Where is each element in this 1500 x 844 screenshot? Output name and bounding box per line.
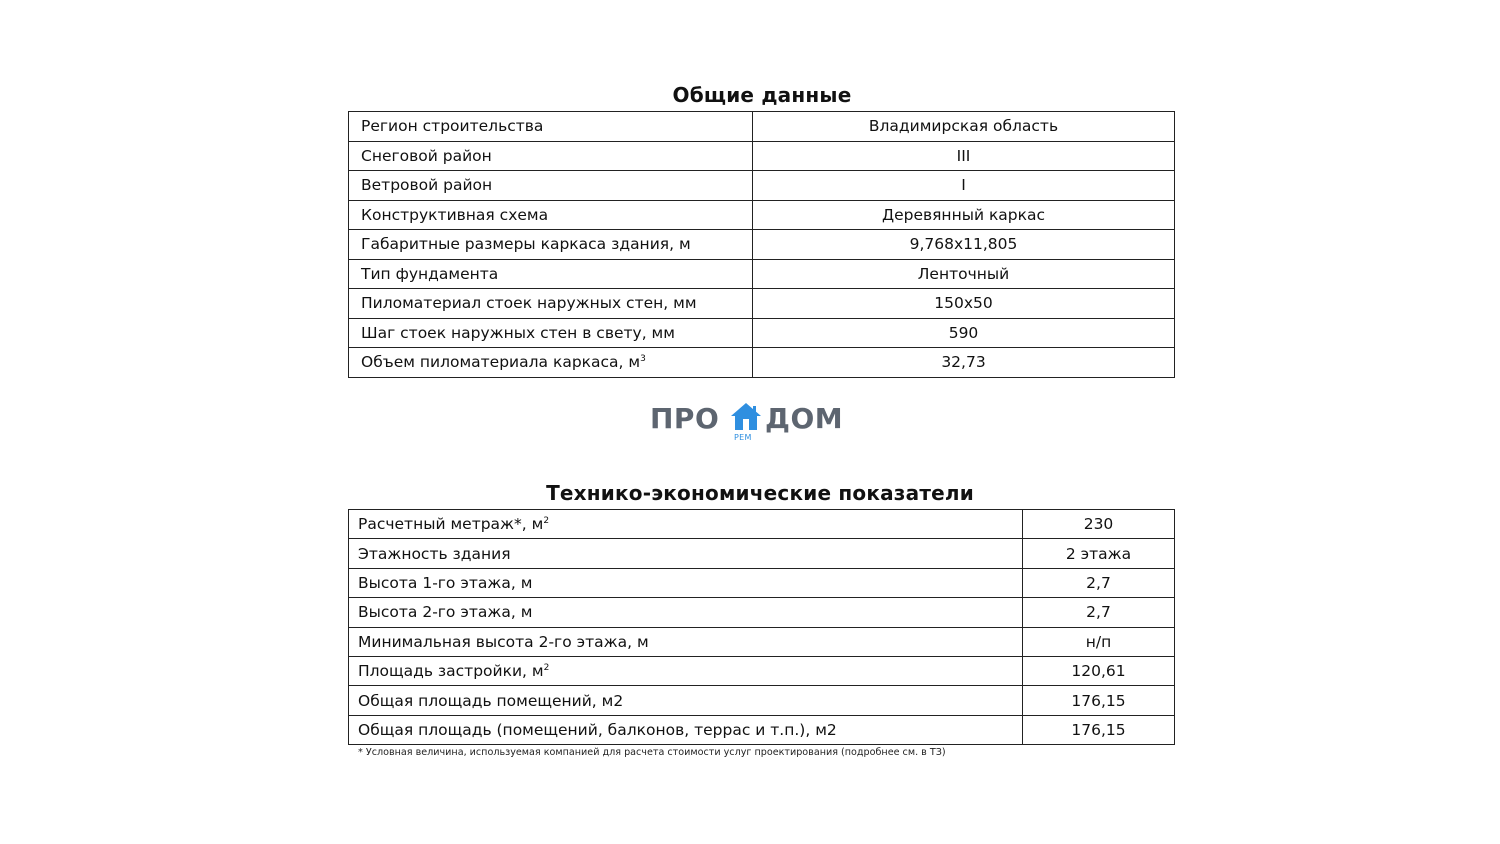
row-label: Площадь застройки, м: [358, 662, 544, 681]
row-value: 120,61: [1023, 656, 1175, 685]
table-row: [349, 259, 1175, 289]
row-value: Владимирская область: [753, 112, 1175, 142]
row-value: 2,7: [1023, 598, 1175, 627]
row-value: 32,73: [753, 348, 1175, 378]
row-value: 230: [1023, 510, 1175, 539]
row-value: 150x50: [753, 289, 1175, 319]
table-row: [349, 141, 1175, 171]
row-value: 2,7: [1023, 568, 1175, 597]
table-row: [349, 318, 1175, 348]
logo-text-left: ПРО: [650, 402, 720, 435]
general-data-table: [348, 111, 1175, 378]
table-row: [349, 598, 1175, 627]
row-label: Шаг стоек наружных стен в свету, мм: [349, 318, 753, 348]
footnote: * Условная величина, используемая компанией для расчета стоимости услуг проектирования (подробнее см. в ТЗ): [358, 747, 946, 758]
table-row: [349, 715, 1175, 744]
table-row: [349, 171, 1175, 201]
row-label: Регион строительства: [349, 112, 753, 142]
row-label: Ветровой район: [349, 171, 753, 201]
table-row: [349, 510, 1175, 539]
row-label: Минимальная высота 2-го этажа, м: [349, 627, 1023, 656]
row-label: Этажность здания: [349, 539, 1023, 568]
row-label: Конструктивная схема: [349, 200, 753, 230]
table-row: [349, 656, 1175, 685]
row-label: Снеговой район: [349, 141, 753, 171]
row-value: 176,15: [1023, 686, 1175, 715]
tech-indicators-title: Технико-экономические показатели: [546, 481, 974, 505]
table-row: [349, 568, 1175, 597]
row-value: 590: [753, 318, 1175, 348]
row-label: Общая площадь (помещений, балконов, террас и т.п.), м2: [349, 715, 1023, 744]
unit-superscript: 3: [640, 354, 646, 365]
table-row: [349, 627, 1175, 656]
row-label: Тип фундамента: [349, 259, 753, 289]
row-value: 176,15: [1023, 715, 1175, 744]
row-label-cell: [349, 348, 753, 378]
row-value: Деревянный каркас: [753, 200, 1175, 230]
logo-text-right: ДОМ: [765, 402, 844, 435]
row-value: 2 этажа: [1023, 539, 1175, 568]
row-label: Высота 2-го этажа, м: [349, 598, 1023, 627]
row-value: н/п: [1023, 627, 1175, 656]
table-row: [349, 289, 1175, 319]
row-label: Пиломатериал стоек наружных стен, мм: [349, 289, 753, 319]
table-row: [349, 230, 1175, 260]
unit-superscript: 2: [543, 516, 550, 527]
table-row: [349, 539, 1175, 568]
logo-subtext: РЕМ: [734, 433, 752, 442]
row-value: 9,768x11,805: [753, 230, 1175, 260]
row-value: Ленточный: [753, 259, 1175, 289]
house-icon: [730, 402, 762, 432]
row-label-cell: [349, 656, 1023, 685]
row-label: Объем пиломатериала каркаса, м: [361, 353, 641, 372]
row-label: Общая площадь помещений, м2: [349, 686, 1023, 715]
unit-superscript: 2: [543, 663, 550, 674]
row-label-cell: [349, 510, 1023, 539]
table-row: [349, 200, 1175, 230]
row-value: III: [753, 141, 1175, 171]
table-row: [349, 112, 1175, 142]
table-row: [349, 348, 1175, 378]
row-label: Габаритные размеры каркаса здания, м: [349, 230, 753, 260]
table-row: [349, 686, 1175, 715]
tech-indicators-table: [348, 509, 1175, 745]
row-value: I: [753, 171, 1175, 201]
row-label: Расчетный метраж*, м: [358, 515, 544, 534]
general-data-title: Общие данные: [672, 83, 852, 107]
company-logo: [648, 400, 858, 446]
row-label: Высота 1-го этажа, м: [349, 568, 1023, 597]
